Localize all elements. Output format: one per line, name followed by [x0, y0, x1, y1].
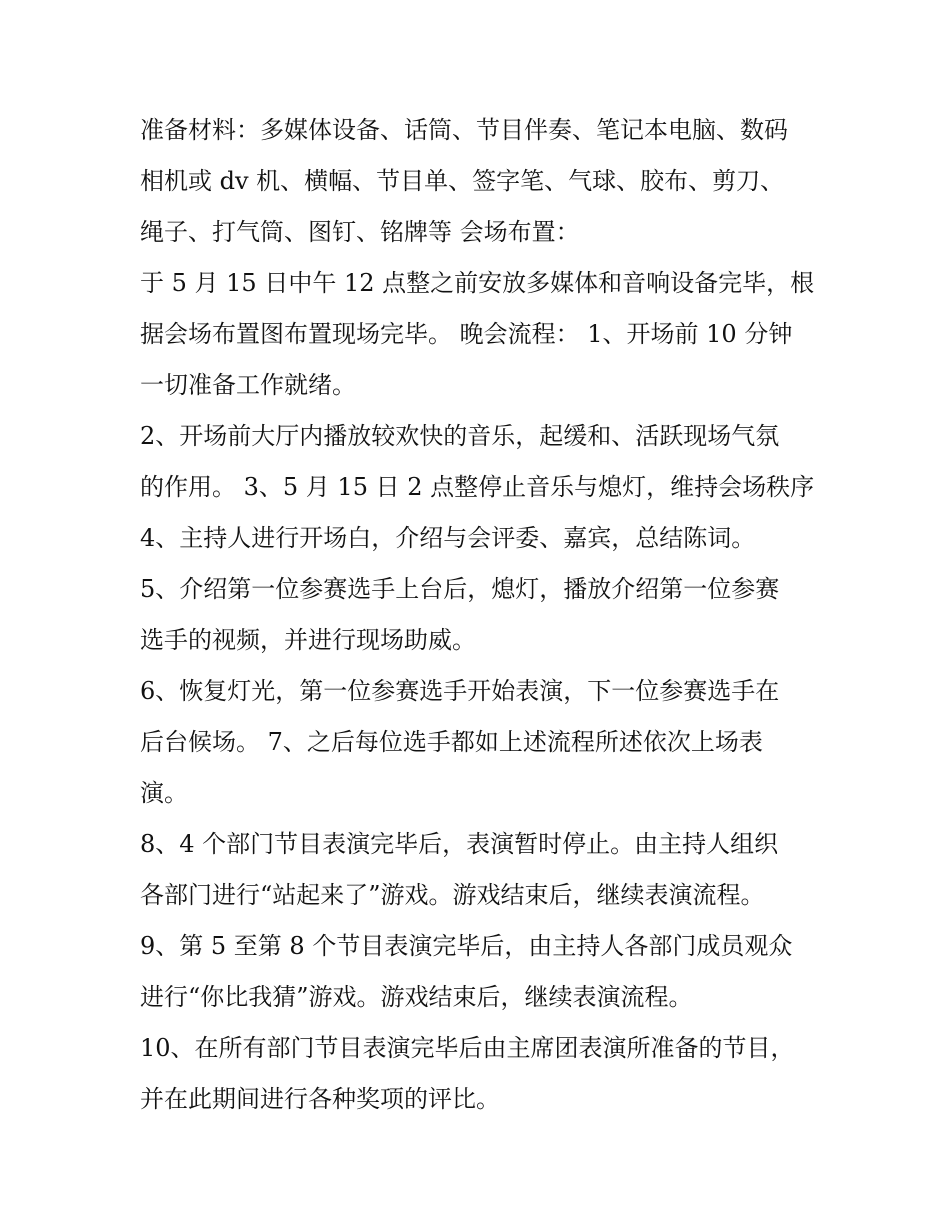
text-line: 各部门进行“站起来了”游戏。游戏结束后，继续表演流程。: [140, 881, 765, 909]
text-line: 5、介绍第一位参赛选手上台后，熄灯，播放介绍第一位参赛: [140, 575, 780, 603]
text-line: 8、4 个部门节目表演完毕后，表演暂时停止。由主持人组织: [140, 830, 779, 858]
text-line: 4、主持人进行开场白，介绍与会评委、嘉宾，总结陈词。: [140, 524, 756, 552]
text-line: 进行“你比我猜”游戏。游戏结束后，继续表演流程。: [140, 983, 693, 1011]
text-line: 选手的视频，并进行现场助威。: [140, 626, 476, 654]
document-body: [140, 108, 820, 1128]
text-line: 9、第 5 至第 8 个节目表演完毕后，由主持人各部门成员观众: [140, 932, 793, 960]
text-line: 2、开场前大厅内播放较欢快的音乐，起缓和、活跃现场气氛: [140, 422, 780, 450]
text-line: 演。: [140, 779, 188, 807]
text-line: 10、在所有部门节目表演完毕后由主席团表演所准备的节目，: [140, 1034, 795, 1062]
text-line: 据会场布置图布置现场完毕。 晚会流程： 1、开场前 10 分钟: [140, 320, 793, 348]
text-line: 的作用。 3、5 月 15 日 2 点整停止音乐与熄灯，维持会场秩序: [140, 473, 815, 501]
text-line: 准备材料：多媒体设备、话筒、节目伴奏、笔记本电脑、数码: [140, 116, 788, 144]
text-line: 相机或 dv 机、横幅、节目单、签字笔、气球、胶布、剪刀、: [140, 167, 785, 195]
text-line: 绳子、打气筒、图钉、铭牌等 会场布置：: [140, 218, 580, 246]
text-line: 6、恢复灯光，第一位参赛选手开始表演，下一位参赛选手在: [140, 677, 780, 705]
text-line: 并在此期间进行各种奖项的评比。: [140, 1085, 500, 1113]
text-line: 于 5 月 15 日中午 12 点整之前安放多媒体和音响设备完毕，根: [140, 269, 815, 297]
text-line: 后台候场。 7、之后每位选手都如上述流程所述依次上场表: [140, 728, 763, 756]
text-line: 一切准备工作就绪。: [140, 371, 356, 399]
